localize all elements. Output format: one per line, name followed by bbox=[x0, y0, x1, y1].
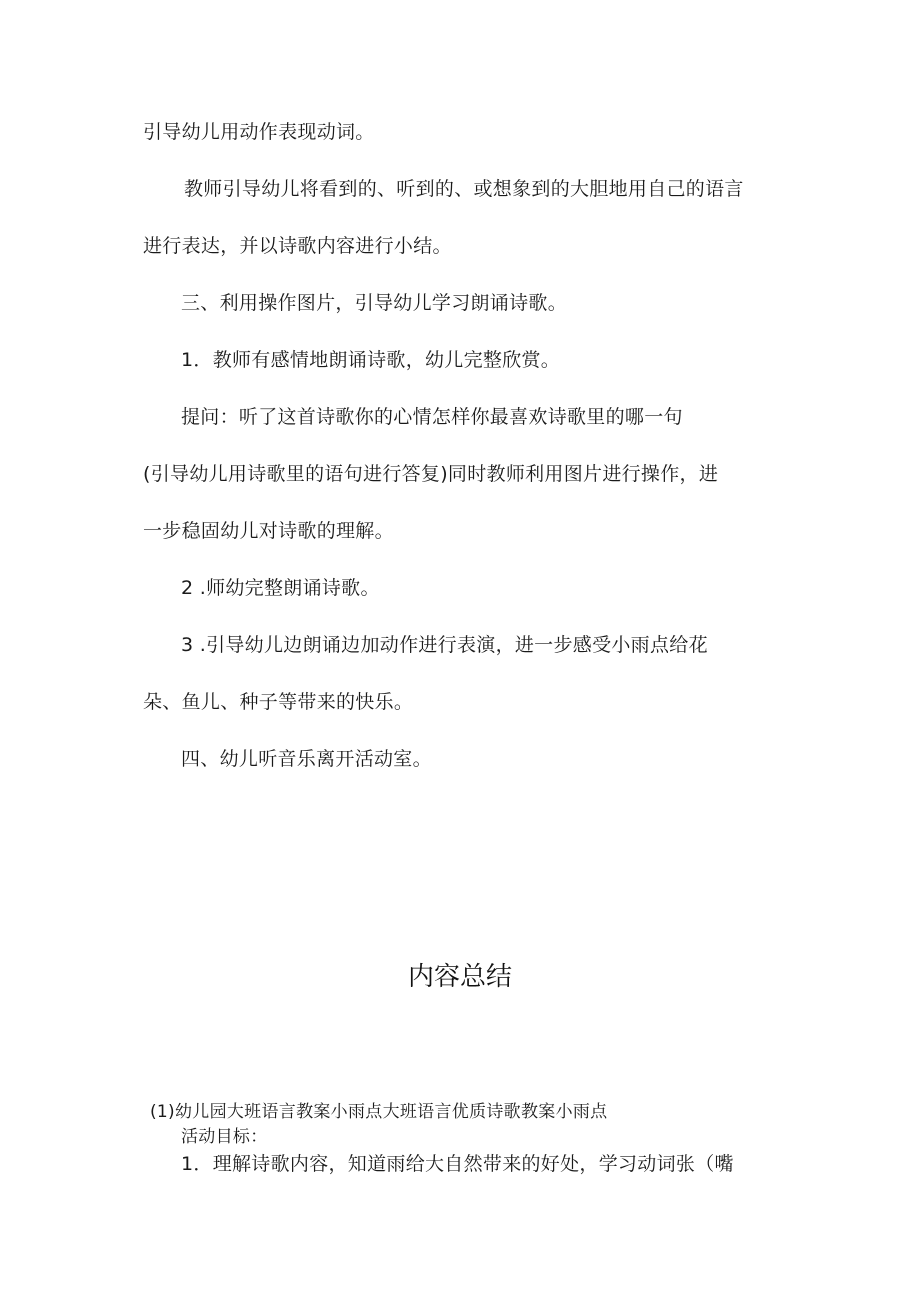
paragraph-line: (引导幼儿用诗歌里的语句进行答复)同时教师利用图片进行操作，进 bbox=[143, 463, 719, 485]
list-item: 3 .引导幼儿边朗诵边加动作进行表演，进一步感受小雨点给花 bbox=[181, 634, 708, 656]
summary-title: 内容总结 bbox=[407, 961, 512, 991]
paragraph-line: 进行表达，并以诗歌内容进行小结。 bbox=[143, 235, 452, 257]
paragraph-line: 提问：听了这首诗歌你的心情怎样你最喜欢诗歌里的哪一句 bbox=[181, 406, 683, 428]
paragraph-line: 朵、鱼儿、种子等带来的快乐。 bbox=[143, 691, 414, 713]
paragraph-line: 教师引导幼儿将看到的、听到的、或想象到的大胆地用自己的语言 bbox=[184, 178, 744, 200]
paragraph-line: 一步稳固幼儿对诗歌的理解。 bbox=[143, 520, 394, 542]
paragraph-line: 引导幼儿用动作表现动词。 bbox=[143, 121, 375, 143]
section-heading: 四、幼儿听音乐离开活动室。 bbox=[181, 748, 432, 770]
summary-line: 1．理解诗歌内容，知道雨给大自然带来的好处，学习动词张（嘴 bbox=[181, 1153, 734, 1175]
summary-line: (1)幼儿园大班语言教案小雨点大班语言优质诗歌教案小雨点 bbox=[150, 1102, 608, 1122]
section-heading: 三、利用操作图片，引导幼儿学习朗诵诗歌。 bbox=[181, 292, 568, 314]
list-item: 2 .师幼完整朗诵诗歌。 bbox=[181, 577, 380, 599]
summary-line: 活动目标： bbox=[181, 1127, 268, 1147]
list-item: 1．教师有感情地朗诵诗歌，幼儿完整欣赏。 bbox=[181, 349, 561, 371]
